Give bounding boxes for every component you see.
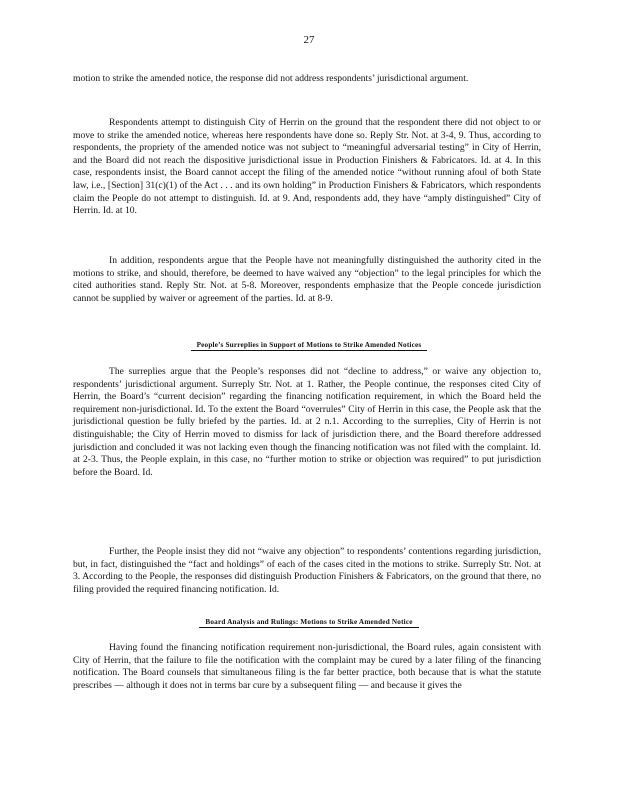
page-number: 27 [303, 34, 315, 46]
section-heading-board-analysis-text: Board Analysis and Rulings: Motions to Strike Amended Notice [199, 618, 418, 628]
paragraph-1: motion to strike the amended notice, the response did not address respondents’ jurisdictional argument. [73, 73, 469, 84]
section-heading-surreplies-text: People’s Surreplies in Support of Motions to Strike Amended Notices [191, 341, 428, 351]
section-heading-surreplies [0, 341, 618, 349]
paragraph-2: Respondents attempt to distinguish City of Herrin on the ground that the respondent there did not object to or move to strike the amended notice, whereas here respondents have done so. Reply Str. Not. at 3-4, 9. Thus, according to respondents, the propriety of the amended notice was not subject to “meaningful adversarial testing” in City of Herrin, and the Board did not reach the dispositive jurisdictional issue in Production Finishers & Fabricators. Id. at 4. In this case, respondents insist, the Board cannot accept the filing of the amended notice “without running afoul of both State law, i.e., [Section] 31(c)(1) of the Act . . . and its own holding” in Production Finishers & Fabricators, which respondents claim the People do not attempt to distinguish. Id. at 9. And, respondents add, they have “amply distinguished” City of Herrin. Id. at 10. [73, 117, 541, 217]
paragraph-3: In addition, respondents argue that the People have not meaningfully distinguished the authority cited in the motions to strike, and should, therefore, be deemed to have waived any “objection” to the legal principles for which the cited authorities stand. Reply Str. Not. at 5-8. Moreover, respondents emphasize that the People concede jurisdiction cannot be supplied by waiver or agreement of the parties. Id. at 8-9. [73, 255, 541, 304]
paragraph-5: Further, the People insist they did not “waive any objection” to respondents’ contentions regarding jurisdiction, but, in fact, distinguished the “fact and holdings” of each of the cases cited in the motions to strike. Surreply Str. Not. at 3. According to the People, the responses did distinguish Production Finishers & Fabricators, on the ground that there, no filing provided the required financing notification. Id. [73, 546, 541, 595]
paragraph-6: Having found the financing notification requirement non-jurisdictional, the Board rules, again consistent with City of Herrin, that the failure to file the notification with the complaint may be cured by a later filing of the financing notification. The Board counsels that simultaneous filing is the far better practice, both because that is what the statute prescribes — although it does not in terms bar cure by a subsequent filing — and because it gives the [73, 642, 541, 691]
paragraph-4: The surreplies argue that the People’s responses did not “decline to address,” or waive any objection to, respondents’ jurisdictional argument. Surreply Str. Not. at 1. Rather, the People continue, the responses cited City of Herrin, the Board’s “current decision” regarding the financing notification requirement, in which the Board held the requirement non-jurisdictional. Id. To the extent the Board “overrules” City of Herrin in this case, the People ask that the jurisdictional question be fully briefed by the parties. Id. at 2 n.1. According to the surreplies, City of Herrin is not distinguishable; the City of Herrin moved to dismiss for lack of jurisdiction there, and the Board therefore addressed jurisdiction and concluded it was not lacking even though the financing notification was not filed with the complaint. Id. at 2-3. Thus, the People explain, in this case, no “further motion to strike or objection was required” to put jurisdiction before the Board. Id. [73, 366, 541, 478]
section-heading-board-analysis [0, 618, 618, 626]
